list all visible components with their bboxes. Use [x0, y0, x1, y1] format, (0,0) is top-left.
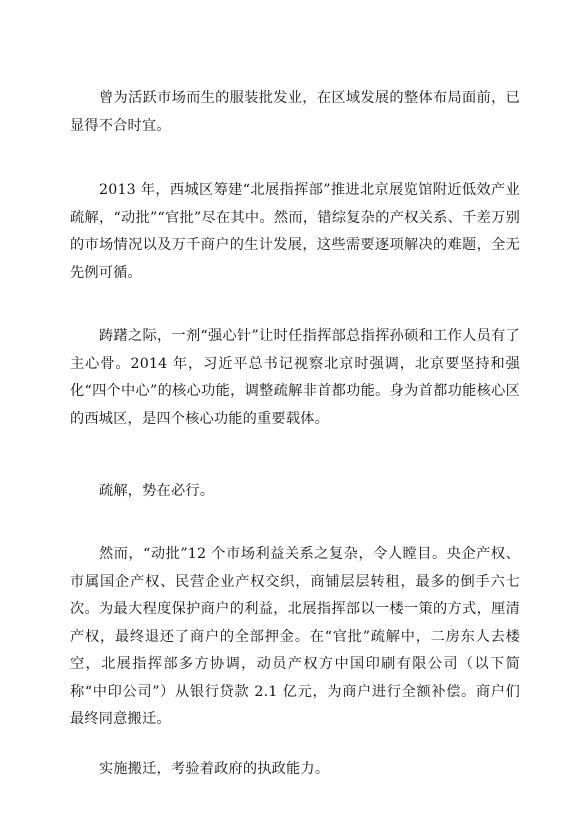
paragraph: 曾为活跃市场而生的服装批发业，在区域发展的整体布局面前，已显得不合时宜。: [70, 90, 520, 134]
paragraph: 疏解，势在必行。: [99, 483, 215, 499]
paragraph: 踌躇之际，一剂“强心针”让时任指挥部总指挥孙硕和工作人员有了主心骨。2014 年，习近平总书记视察北京时强调，北京要坚持和强化“四个中心”的核心功能，调整疏解非首都功能。身为首都功能核心区的西城区，是四个核心功能的重要载体。: [70, 328, 520, 427]
paragraph: 然而，“动批”12 个市场利益关系之复杂，令人瞠目。央企产权、市属国企产权、民营企业产权交织，商铺层层转租，最多的倒手六七次。为最大程度保护商户的利益，北展指挥部以一楼一策的方式，厘清产权，最终退还了商户的全部押金。在“官批”疏解中，二房东人去楼空，北展指挥部多方协调，动员产权方中国印刷有限公司（以下简称“中印公司”）从银行贷款 2.1 亿元，为商户进行全额补偿。商户们最终同意搬迁。: [70, 546, 520, 727]
paragraph: 实施搬迁，考验着政府的执政能力。: [99, 761, 330, 777]
paragraph: 2013 年，西城区筹建“北展指挥部”推进北京展览馆附近低效产业疏解，“动批”“官批”尽在其中。然而，错综复杂的产权关系、千差万别的市场情况以及万千商户的生计发展，这些需要逐项解决的难题，全无先例可循。: [70, 182, 520, 281]
